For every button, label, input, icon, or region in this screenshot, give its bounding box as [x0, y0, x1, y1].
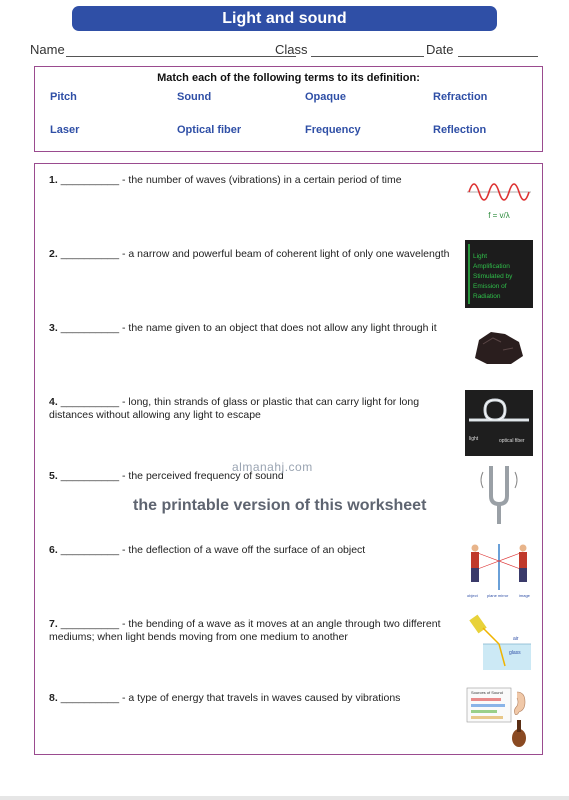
laser-line-3: Stimulated by [473, 273, 513, 280]
question-5-number: 5. [49, 470, 58, 482]
question-3 [49, 322, 461, 335]
laser-line-5: Radiation [473, 293, 501, 300]
question-4-number: 4. [49, 396, 58, 408]
formula-label: f = v/λ [488, 211, 510, 220]
student-info-row [30, 42, 540, 62]
answer-blank-8[interactable]: __________ [60, 692, 120, 704]
question-4 [49, 396, 461, 422]
term-sound: Sound [177, 91, 212, 103]
term-pitch: Pitch [50, 91, 77, 103]
mirror-plane-label: plane mirror [487, 593, 509, 598]
optical-fiber-icon [465, 390, 533, 456]
laser-line-4: Emission of [473, 283, 507, 290]
sound-chart-title: Sources of Sound [471, 690, 503, 695]
refraction-flashlight-icon [465, 610, 533, 674]
question-1-number: 1. [49, 174, 58, 186]
question-6-text: - the deflection of a wave off the surface of an object [119, 544, 366, 556]
refraction-glass-label: glass [509, 650, 521, 656]
mirror-reflection-icon [465, 540, 533, 600]
printable-version-notice[interactable]: the printable version of this worksheet [133, 497, 427, 514]
name-label: Name [30, 42, 65, 57]
answer-blank-3[interactable]: __________ [60, 322, 120, 334]
fiber-light-label: light [469, 436, 479, 442]
questions-box [34, 163, 543, 755]
answer-blank-5[interactable]: __________ [60, 470, 120, 482]
sound-sources-icon [465, 684, 533, 752]
answer-blank-6[interactable]: __________ [60, 544, 120, 556]
question-5-text: - the perceived frequency of sound [119, 470, 284, 482]
question-2 [49, 248, 461, 261]
answer-blank-2[interactable]: __________ [60, 248, 120, 260]
date-label: Date [426, 42, 454, 57]
term-refraction: Refraction [433, 91, 488, 103]
tuning-fork-icon [465, 462, 533, 528]
term-frequency: Frequency [305, 124, 361, 136]
laser-acronym-icon [465, 240, 533, 308]
laser-line-1: Light [473, 253, 488, 260]
question-2-text: - a narrow and powerful beam of coherent light of only one wavelength [119, 248, 450, 260]
terms-box [34, 66, 543, 152]
name-line [66, 56, 296, 57]
refraction-air-label: air [513, 636, 519, 642]
terms-instruction: Match each of the following terms to its definition: [157, 72, 420, 84]
term-optical-fiber: Optical fiber [177, 124, 242, 136]
fiber-caption: optical fiber [499, 438, 525, 444]
question-4-text: - long, thin strands of glass or plastic that can carry light for long distances without allowing any light to escape [49, 396, 420, 421]
question-1 [49, 174, 461, 187]
question-8-text: - a type of energy that travels in waves caused by vibrations [119, 692, 401, 704]
laser-line-2: Amplification [473, 263, 510, 270]
term-reflection: Reflection [433, 124, 487, 136]
term-opaque: Opaque [305, 91, 346, 103]
question-7-text: - the bending of a wave as it moves at an angle through two different mediums; when light bends moving from one medium to another [49, 618, 441, 643]
question-1-text: - the number of waves (vibrations) in a certain period of time [119, 174, 402, 186]
mirror-object-label: object [467, 593, 478, 598]
answer-blank-4[interactable]: __________ [60, 396, 120, 408]
question-6-number: 6. [49, 544, 58, 556]
question-3-text: - the name given to an object that does not allow any light through it [119, 322, 437, 334]
mirror-image-label: image [519, 593, 530, 598]
page-bottom-edge [0, 796, 569, 800]
question-7 [49, 618, 461, 644]
question-2-number: 2. [49, 248, 58, 260]
term-laser: Laser [50, 124, 80, 136]
opaque-rock-icon [465, 320, 533, 370]
class-line [311, 56, 424, 57]
question-8 [49, 692, 461, 705]
answer-blank-1[interactable]: __________ [60, 174, 120, 186]
class-label: Class [275, 42, 308, 57]
question-7-number: 7. [49, 618, 58, 630]
question-8-number: 8. [49, 692, 58, 704]
wave-frequency-icon [465, 170, 533, 224]
date-line [458, 56, 538, 57]
question-6 [49, 544, 461, 557]
watermark-site: almanahj.com [232, 460, 313, 474]
question-3-number: 3. [49, 322, 58, 334]
answer-blank-7[interactable]: __________ [60, 618, 120, 630]
worksheet-title: Light and sound [72, 6, 497, 31]
